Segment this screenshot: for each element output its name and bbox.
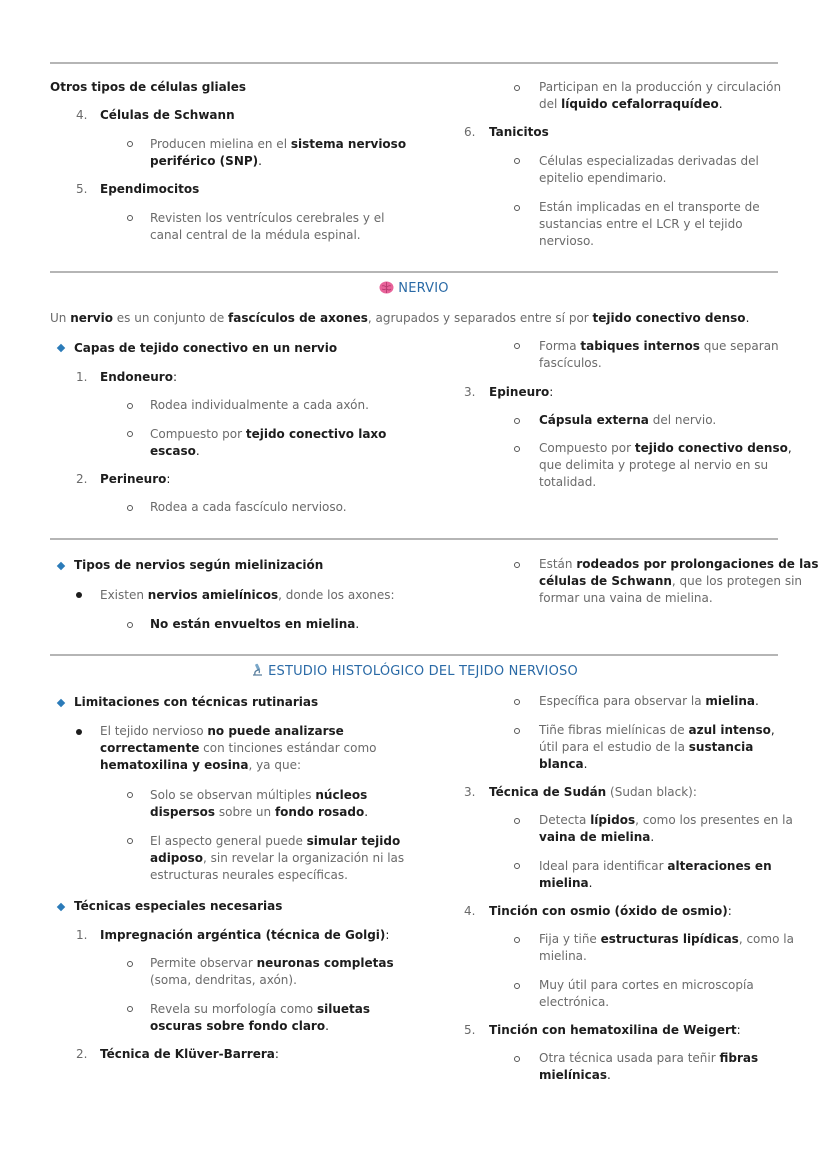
circle-bullet-icon <box>514 863 520 869</box>
circle-bullet-icon <box>514 343 520 349</box>
list-item-cont: epitelio ependimario. <box>539 171 667 185</box>
list-title: Perineuro: <box>100 472 171 486</box>
list-item: Forma tabiques internos que separan <box>539 339 779 353</box>
list-item-cont: oscuras sobre fondo claro. <box>150 1019 329 1033</box>
divider <box>50 271 778 273</box>
circle-bullet-icon <box>514 158 520 164</box>
circle-bullet-icon <box>127 215 133 221</box>
list-item: Existen nervios amielínicos, donde los axones: <box>100 588 395 602</box>
list-item: Solo se observan múltiples núcleos <box>150 788 368 802</box>
list-number: 5. <box>76 182 88 196</box>
list-item: Están implicadas en el transporte de <box>539 200 760 214</box>
list-title: Técnica de Klüver-Barrera: <box>100 1047 279 1061</box>
diamond-bullet-icon <box>57 699 65 707</box>
list-item-cont: estructuras neurales específicas. <box>150 868 348 882</box>
circle-bullet-icon <box>514 818 520 824</box>
list-item: Rodea individualmente a cada axón. <box>150 398 369 412</box>
list-item: Detecta lípidos, como los presentes en la <box>539 813 793 827</box>
circle-bullet-icon <box>127 403 133 409</box>
list-number: 2. <box>76 472 88 486</box>
circle-bullet-icon <box>127 792 133 798</box>
diamond-bullet-icon <box>57 344 65 352</box>
circle-bullet-icon <box>514 937 520 943</box>
diamond-bullet-icon <box>57 903 65 911</box>
circle-bullet-icon <box>514 562 520 568</box>
list-item: Muy útil para cortes en microscopía <box>539 978 754 992</box>
list-number: 4. <box>464 904 476 918</box>
list-title: Impregnación argéntica (técnica de Golgi): <box>100 928 390 942</box>
list-item: Otra técnica usada para teñir fibras <box>539 1051 759 1065</box>
list-item-cont: mielínicas. <box>539 1068 611 1082</box>
list-item: Están rodeados por prolongaciones de las <box>539 557 819 571</box>
list-item-cont: que delimita y protege al nervio en su <box>539 458 769 472</box>
list-item: Compuesto por tejido conectivo denso, <box>539 441 792 455</box>
list-number: 4. <box>76 108 88 122</box>
list-item: Permite observar neuronas completas <box>150 956 394 970</box>
list-title: Técnica de Sudán (Sudan black): <box>489 785 697 799</box>
list-title: Endoneuro: <box>100 370 178 384</box>
list-item-cont: sustancias entre el LCR y el tejido <box>539 217 743 231</box>
list-item-cont: útil para el estudio de la sustancia <box>539 740 754 754</box>
list-item-cont: periférico (SNP). <box>150 154 262 168</box>
list-item: Producen mielina en el sistema nervioso <box>150 137 407 151</box>
list-title: Tanicitos <box>489 125 549 139</box>
circle-bullet-icon <box>514 1056 520 1062</box>
circle-bullet-icon <box>127 622 133 628</box>
list-item-cont: nervioso. <box>539 234 594 248</box>
circle-bullet-icon <box>127 431 133 437</box>
list-item-cont: hematoxilina y eosina, ya que: <box>100 758 301 772</box>
list-item: Participan en la producción y circulación <box>539 80 782 94</box>
section-title: NERVIO <box>0 280 828 299</box>
circle-bullet-icon <box>514 205 520 211</box>
list-item-cont: totalidad. <box>539 475 597 489</box>
circle-bullet-icon <box>514 85 520 91</box>
circle-bullet-icon <box>127 1006 133 1012</box>
microscope-icon <box>250 663 264 682</box>
list-number: 2. <box>76 1047 88 1061</box>
list-item-cont: vaina de mielina. <box>539 830 655 844</box>
list-item-cont: canal central de la médula espinal. <box>150 228 361 242</box>
list-item: Revisten los ventrículos cerebrales y el <box>150 211 385 225</box>
circle-bullet-icon <box>514 699 520 705</box>
dot-bullet-icon <box>76 729 82 735</box>
circle-bullet-icon <box>514 983 520 989</box>
list-item-cont: fascículos. <box>539 356 602 370</box>
list-item: Rodea a cada fascículo nervioso. <box>150 500 347 514</box>
subsection-heading: Limitaciones con técnicas rutinarias <box>74 695 319 709</box>
list-number: 3. <box>464 785 476 799</box>
list-item-cont: blanca. <box>539 757 588 771</box>
divider <box>50 654 778 656</box>
list-item: Cápsula externa del nervio. <box>539 413 717 427</box>
list-item-cont: escaso. <box>150 444 200 458</box>
list-item-cont: (soma, dendritas, axón). <box>150 973 297 987</box>
list-item: El tejido nervioso no puede analizarse <box>100 724 344 738</box>
circle-bullet-icon <box>127 838 133 844</box>
subsection-heading: Tipos de nervios según mielinización <box>74 558 324 572</box>
circle-bullet-icon <box>514 418 520 424</box>
divider <box>50 538 778 540</box>
list-item-cont: adiposo, sin revelar la organización ni las <box>150 851 405 865</box>
dot-bullet-icon <box>76 592 82 598</box>
list-item: Revela su morfología como siluetas <box>150 1002 370 1016</box>
list-number: 6. <box>464 125 476 139</box>
circle-bullet-icon <box>514 446 520 452</box>
subsection-heading: Capas de tejido conectivo en un nervio <box>74 341 338 355</box>
diamond-bullet-icon <box>57 562 65 570</box>
list-item: Tiñe fibras mielínicas de azul intenso, <box>539 723 775 737</box>
list-item-cont: mielina. <box>539 876 593 890</box>
section-title: ESTUDIO HISTOLÓGICO DEL TEJIDO NERVIOSO <box>0 663 828 682</box>
list-number: 1. <box>76 370 88 384</box>
circle-bullet-icon <box>127 961 133 967</box>
subsection-heading: Técnicas especiales necesarias <box>74 899 283 913</box>
divider <box>50 62 778 64</box>
list-title: Epineuro: <box>489 385 554 399</box>
list-item: Células especializadas derivadas del <box>539 154 759 168</box>
circle-bullet-icon <box>514 728 520 734</box>
list-item: Fija y tiñe estructuras lipídicas, como la <box>539 932 794 946</box>
list-title: Células de Schwann <box>100 108 235 122</box>
list-item-cont: formar una vaina de mielina. <box>539 591 713 605</box>
list-item: No están envueltos en mielina. <box>150 617 360 631</box>
list-item: El aspecto general puede simular tejido <box>150 834 401 848</box>
list-number: 1. <box>76 928 88 942</box>
list-title: Ependimocitos <box>100 182 200 196</box>
list-item: Compuesto por tejido conectivo laxo <box>150 427 387 441</box>
list-title: Tinción con hematoxilina de Weigert: <box>489 1023 741 1037</box>
brain-icon <box>379 281 394 299</box>
list-item: Específica para observar la mielina. <box>539 694 759 708</box>
section-heading: Otros tipos de células gliales <box>50 80 247 94</box>
list-number: 3. <box>464 385 476 399</box>
intro-paragraph: Un nervio es un conjunto de fascículos de axones, agrupados y separados entre sí por tejido conectivo denso. <box>50 311 750 325</box>
list-item-cont: electrónica. <box>539 995 610 1009</box>
list-item-cont: células de Schwann, que los protegen sin <box>539 574 803 588</box>
list-item-cont: correctamente con tinciones estándar como <box>100 741 377 755</box>
list-item: Ideal para identificar alteraciones en <box>539 859 772 873</box>
list-title: Tinción con osmio (óxido de osmio): <box>489 904 732 918</box>
list-item-cont: mielina. <box>539 949 587 963</box>
list-number: 5. <box>464 1023 476 1037</box>
circle-bullet-icon <box>127 141 133 147</box>
list-item-cont: del líquido cefalorraquídeo. <box>539 97 723 111</box>
circle-bullet-icon <box>127 505 133 511</box>
list-item-cont: dispersos sobre un fondo rosado. <box>150 805 369 819</box>
